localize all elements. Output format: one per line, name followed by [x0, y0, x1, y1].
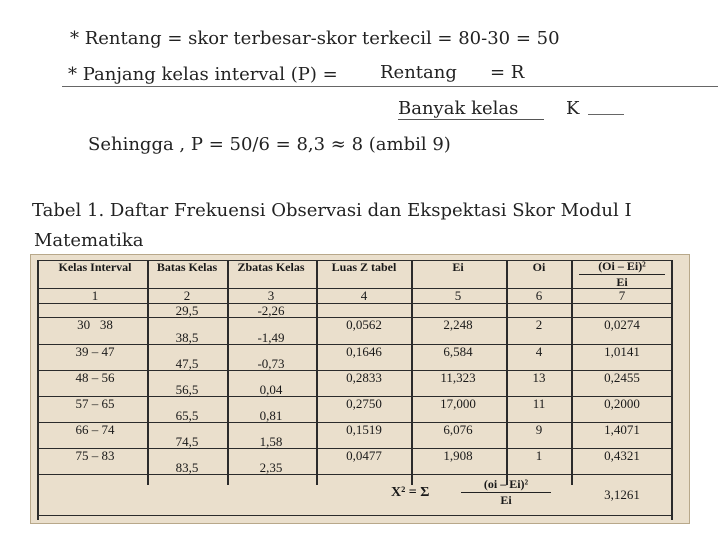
header-kelas-interval: Kelas Interval: [58, 260, 132, 274]
col-number: 2: [183, 288, 191, 303]
fraction-denominator: Banyak kelas: [398, 98, 544, 120]
header-ei: Ei: [452, 260, 464, 274]
z-value: 1,58: [259, 434, 283, 449]
luas-z: 0,2750: [346, 396, 382, 411]
header-luas-z: Luas Z tabel: [331, 260, 397, 274]
col-divider: [506, 260, 508, 485]
z-value: -0,73: [257, 356, 285, 371]
row-divider: [37, 474, 671, 475]
kelas-interval: 57 – 65: [75, 396, 115, 411]
header-chi-component: [579, 259, 665, 290]
luas-z: 0,0562: [346, 317, 382, 332]
kelas-interval: 39 – 47: [75, 344, 115, 359]
ei-value: 11,323: [440, 370, 476, 385]
chi-square-total: 3,1261: [604, 487, 640, 502]
oi-value: 2: [535, 317, 543, 332]
table-border-bottom: [37, 515, 671, 516]
batas-value: 74,5: [175, 434, 199, 449]
chi-value: 0,2000: [604, 396, 640, 411]
z-value: -1,49: [257, 330, 285, 345]
batas-value: 29,5: [175, 303, 199, 318]
chi-square-formula-left: X² = Σ: [391, 485, 430, 500]
col-number: 3: [267, 288, 275, 303]
chi-value: 0,4321: [604, 448, 640, 463]
header-zbatas-kelas: Zbatas Kelas: [237, 260, 305, 274]
batas-value: 56,5: [175, 382, 199, 397]
kelas-interval: 75 – 83: [75, 448, 115, 463]
oi-value: 13: [532, 370, 546, 385]
kelas-interval: 66 – 74: [75, 422, 115, 437]
batas-value: 38,5: [175, 330, 199, 345]
table-border-right: [671, 260, 673, 520]
col-number: 5: [454, 288, 462, 303]
chi-square-numerator: (oi – Ei)²: [461, 477, 551, 493]
fraction-numerator: Rentang: [380, 62, 457, 83]
batas-value: 83,5: [175, 460, 199, 475]
z-value: 0,81: [259, 408, 283, 423]
z-value: -2,26: [257, 303, 285, 318]
kelas-interval: 30 38: [77, 317, 113, 332]
col-divider: [571, 260, 573, 485]
col-number: 4: [360, 288, 368, 303]
table-border-left: [37, 260, 39, 520]
k-underline: [588, 114, 624, 115]
oi-value: 4: [535, 344, 543, 359]
header-chi-numerator: (Oi – Ei)²: [579, 259, 665, 275]
table-caption: Tabel 1. Daftar Frekuensi Observasi dan Ekspektasi Skor Modul I: [32, 200, 632, 221]
luas-z: 0,1646: [346, 344, 382, 359]
chi-value: 0,0274: [604, 317, 640, 332]
ei-value: 6,584: [443, 344, 473, 359]
fraction-k: K: [566, 98, 580, 119]
col-number: 7: [618, 288, 626, 303]
ei-value: 1,908: [443, 448, 473, 463]
chi-value: 1,0141: [604, 344, 640, 359]
chi-value: 1,4071: [604, 422, 640, 437]
luas-z: 0,2833: [346, 370, 382, 385]
table-caption-cont: Matematika: [34, 230, 144, 251]
batas-value: 47,5: [175, 356, 199, 371]
header-rule: [62, 86, 718, 87]
fraction-equals-r: = R: [490, 62, 525, 83]
col-divider: [316, 260, 318, 485]
header-oi: Oi: [532, 260, 546, 274]
col-divider: [227, 260, 229, 485]
col-number: 1: [91, 288, 99, 303]
col-divider: [147, 260, 149, 485]
ei-value: 17,000: [440, 396, 476, 411]
chi-square-fraction: [461, 477, 551, 508]
batas-value: 65,5: [175, 408, 199, 423]
luas-z: 0,1519: [346, 422, 382, 437]
col-number: 6: [535, 288, 543, 303]
ei-value: 2,248: [443, 317, 473, 332]
chi-value: 0,2455: [604, 370, 640, 385]
kelas-interval: 48 – 56: [75, 370, 115, 385]
col-divider: [411, 260, 413, 485]
oi-value: 9: [535, 422, 543, 437]
result-formula: Sehingga , P = 50/6 = 8,3 ≈ 8 (ambil 9): [88, 134, 451, 155]
ei-value: 6,076: [443, 422, 473, 437]
z-value: 0,04: [259, 382, 283, 397]
chi-square-denominator: Ei: [500, 493, 512, 507]
z-value: 2,35: [259, 460, 283, 475]
header-batas-kelas: Batas Kelas: [156, 260, 218, 274]
interval-length-label: * Panjang kelas interval (P) =: [68, 64, 338, 85]
luas-z: 0,0477: [346, 448, 382, 463]
range-formula: * Rentang = skor terbesar-skor terkecil = 80-30 = 50: [70, 28, 560, 49]
oi-value: 11: [532, 396, 546, 411]
frequency-table: [30, 254, 690, 524]
oi-value: 1: [535, 448, 543, 463]
header-chi-denominator: Ei: [616, 275, 628, 289]
